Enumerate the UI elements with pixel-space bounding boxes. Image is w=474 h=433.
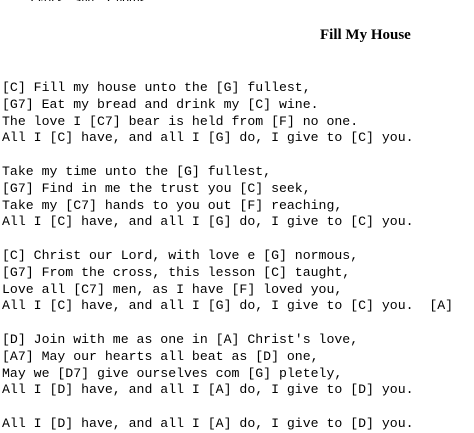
- verse-spacer: [2, 399, 453, 416]
- lyric-line: May we [D7] give ourselves com [G] pletely,: [2, 365, 343, 381]
- lyric-line: All I [D] have, and all I [A] do, I give to [D] you.: [2, 415, 414, 431]
- lyric-line: All I [C] have, and all I [G] do, I give to [C] you. [A]: [2, 298, 454, 314]
- verse-2: [2, 164, 453, 231]
- lyric-line: All I [D] have, and all I [A] do, I give to [D] you.: [2, 382, 414, 398]
- song-title: Fill My House: [320, 27, 411, 43]
- lyric-line: The love I [C7] bear is held from [F] no one.: [2, 113, 359, 129]
- lyric-line: Take my [C7] hands to you out [F] reaching,: [2, 197, 343, 213]
- verse-spacer: [2, 147, 453, 164]
- verse-4: [2, 332, 453, 399]
- lyric-line: [G7] Eat my bread and drink my [C] wine.: [2, 96, 319, 112]
- verse-1: [2, 80, 453, 147]
- verse-5: [2, 416, 453, 433]
- lyric-line: [C] Fill my house unto the [G] fullest,: [2, 80, 311, 95]
- lyric-line: All I [C] have, and all I [G] do, I give to [C] you.: [2, 130, 414, 146]
- lyric-line: Take my time unto the [G] fullest,: [2, 163, 272, 179]
- lyric-line: All I [C] have, and all I [G] do, I give to [C] you.: [2, 214, 414, 230]
- cropped-header-text: [30, 0, 145, 1]
- verse-spacer: [2, 315, 453, 332]
- verse-3: [2, 248, 453, 315]
- verse-spacer: [2, 231, 453, 248]
- lyrics-body: [2, 80, 453, 433]
- lyric-line: [C] Christ our Lord, with love e [G] normous,: [2, 247, 359, 263]
- lyric-line: [D] Join with me as one in [A] Christ's love,: [2, 331, 359, 347]
- lyric-line: Love all [C7] men, as I have [F] loved you,: [2, 281, 343, 297]
- lyric-line: [G7] Find in me the trust you [C] seek,: [2, 180, 311, 196]
- lyric-line: [A7] May our hearts all beat as [D] one,: [2, 348, 319, 364]
- lyric-line: [G7] From the cross, this lesson [C] taught,: [2, 264, 351, 280]
